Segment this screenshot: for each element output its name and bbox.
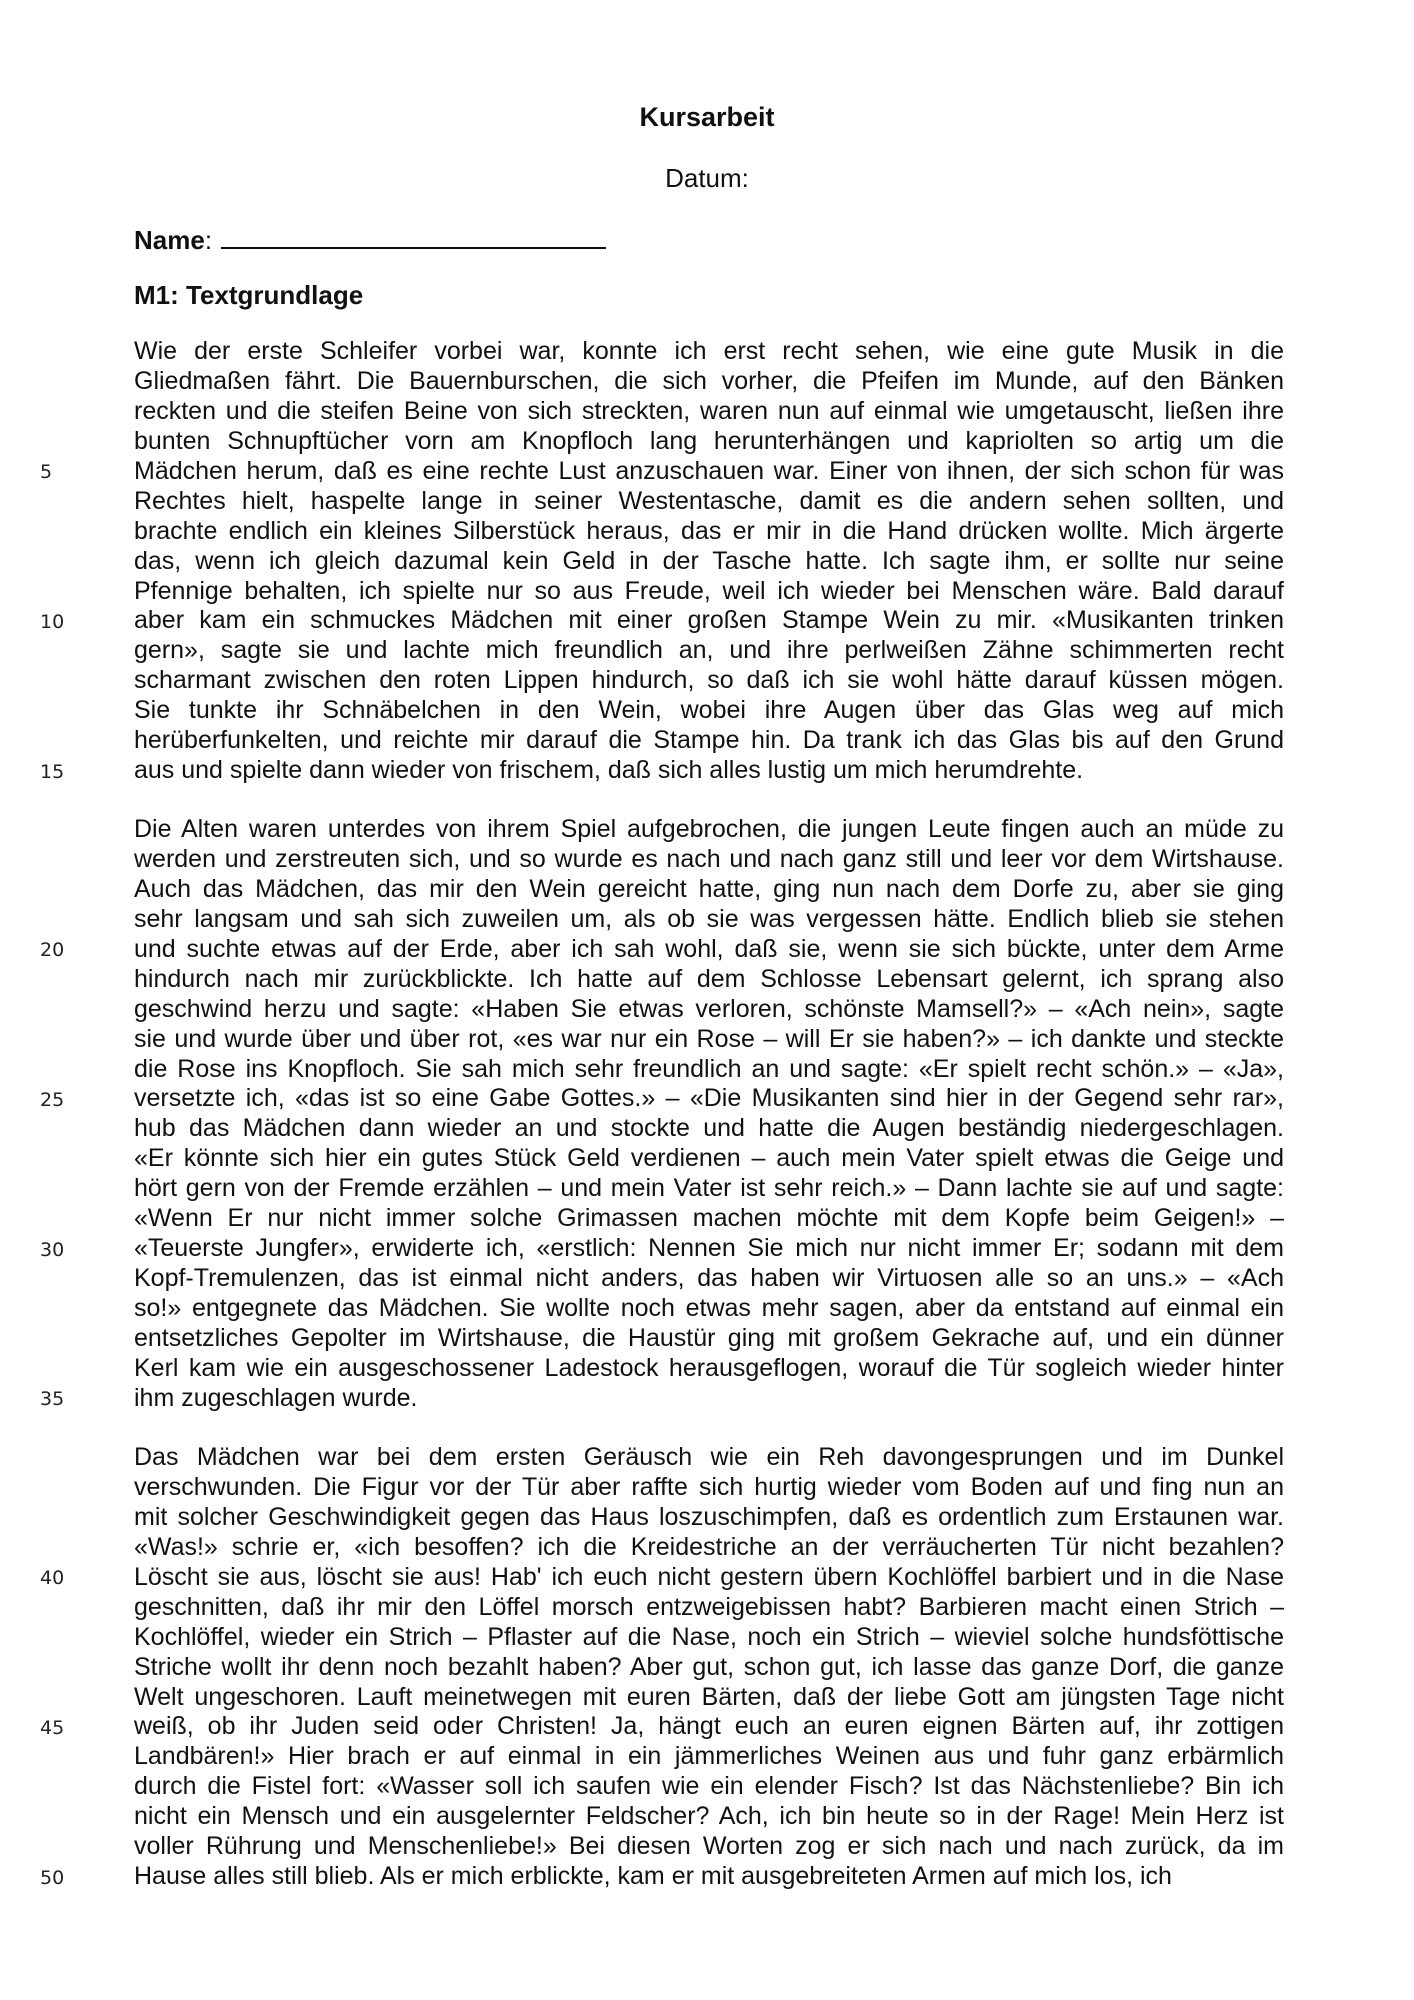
- text-line: die Rose ins Knopfloch. Sie sah mich sehr freundlich an und sagte: «Er spielt recht schön.» – «Ja»,: [134, 1054, 1284, 1083]
- text-line: hub das Mädchen dann wieder an und stockte und hatte die Augen beständig niedergeschlagen.: [134, 1114, 1284, 1143]
- line-number: 25: [40, 1089, 65, 1111]
- text-line: Hause alles still blieb. Als er mich erblickte, kam er mit ausgebreiteten Armen auf mich los, ich: [134, 1862, 1172, 1891]
- text-line: aus und spielte dann wieder von frischem, daß sich alles lustig um mich herumdrehte.: [134, 756, 1084, 785]
- text-line: Löscht sie aus, löscht sie aus! Hab' ich euch nicht gestern übern Kochlöffel barbiert und in die Nase: [134, 1562, 1284, 1591]
- text-line: hört gern von der Fremde erzählen – und mein Vater ist sehr reich.» – Dann lachte sie auf und sagte:: [134, 1174, 1284, 1203]
- line-number: 40: [40, 1567, 65, 1589]
- text-line: aber kam ein schmuckes Mädchen mit einer großen Stampe Wein zu mir. «Musikanten trinken: [134, 606, 1284, 635]
- text-line: bunten Schnupftücher vorn am Knopfloch lang herunterhängen und kapriolten so artig um die: [134, 426, 1284, 455]
- line-number: 50: [40, 1867, 65, 1889]
- text-line: reckten und die steifen Beine von sich streckten, waren nun auf einmal wie umgetauscht, ließen ihre: [134, 396, 1284, 425]
- text-line: das, wenn ich gleich dazumal kein Geld in der Tasche hatte. Ich sagte ihm, er sollte nur seine: [134, 546, 1284, 575]
- text-line: nicht ein Mensch und ein ausgelernter Feldscher? Ach, ich bin heute so in der Rage! Mein Herz ist: [134, 1802, 1284, 1831]
- text-line: so!» entgegnete das Mädchen. Sie wollte noch etwas mehr sagen, aber da entstand auf einmal ein: [134, 1294, 1284, 1322]
- text-line: Striche wollt ihr denn noch bezahlt haben? Aber gut, schon gut, ich lasse das ganze Dorf, die ganze: [134, 1652, 1284, 1681]
- text-line: «Wenn Er nur nicht immer solche Grimassen machen möchte mit dem Kopfe beim Geigen!» –: [134, 1204, 1284, 1233]
- text-line: voller Rührung und Menschenliebe!» Bei diesen Worten zog er sich nach und nach zurück, da im: [134, 1832, 1284, 1861]
- text-line: hindurch nach mir zurückblickte. Ich hatte auf dem Schlosse Lebensart gelernt, ich sprang also: [134, 964, 1284, 993]
- text-line: Wie der erste Schleifer vorbei war, konnte ich erst recht sehen, wie eine gute Musik in die: [134, 337, 1284, 365]
- line-number: 20: [40, 939, 65, 961]
- text-line: geschwind herzu und sagte: «Haben Sie etwas verloren, schönste Mamsell?» – «Ach nein», sagte: [134, 994, 1284, 1023]
- text-line: «Er könnte sich hier ein gutes Stück Geld verdienen – auch mein Vater spielt etwas die Geige und: [134, 1144, 1284, 1173]
- line-number: 30: [40, 1239, 65, 1261]
- text-line: Gliedmaßen fährt. Die Bauernburschen, die sich vorher, die Pfeifen im Munde, auf den Bänken: [134, 366, 1284, 395]
- text-line: Kerl kam wie ein ausgeschossener Ladestock herausgeflogen, worauf die Tür sogleich wieder hinter: [134, 1353, 1284, 1382]
- text-line: weiß, ob ihr Juden seid oder Christen! Ja, hängt euch an euren eignen Bärten auf, ihr zottigen: [134, 1712, 1284, 1741]
- text-line: Die Alten waren unterdes von ihrem Spiel aufgebrochen, die jungen Leute fingen auch an müde zu: [134, 815, 1284, 843]
- text-line: «Was!» schrie er, «ich besoffen? ich die Kreidestriche an der verräucherten Tür nicht bezahlen?: [134, 1532, 1284, 1561]
- text-line: und suchte etwas auf der Erde, aber ich sah wohl, daß sie, wenn sie sich bückte, unter dem Arme: [134, 934, 1284, 963]
- document-title: Kursarbeit: [639, 102, 775, 132]
- text-line: verschwunden. Die Figur vor der Tür aber raffte sich hurtig wieder vom Boden auf und fing nun an: [134, 1472, 1284, 1501]
- text-line: Mädchen herum, daß es eine rechte Lust anzuschauen war. Einer von ihnen, der sich schon für was: [134, 456, 1284, 485]
- section-heading: M1: Textgrundlage: [134, 280, 364, 310]
- text-line: sehr langsam und sah sich zuweilen um, als ob sie was vergessen hätte. Endlich blieb sie stehen: [134, 904, 1284, 933]
- text-paragraph-3: [134, 1443, 1284, 1892]
- text-line: Das Mädchen war bei dem ersten Geräusch wie ein Reh davongesprungen und im Dunkel: [134, 1443, 1284, 1471]
- text-line: mit solcher Geschwindigkeit gegen das Haus loszuschimpfen, daß es ordentlich zum Erstaunen war.: [134, 1502, 1284, 1531]
- text-paragraph-2: [134, 815, 1284, 1414]
- text-line: Sie tunkte ihr Schnäbelchen in den Wein, wobei ihre Augen über das Glas weg auf mich: [134, 696, 1284, 725]
- text-line: Welt ungeschoren. Lauft meinetwegen mit euren Bärten, daß der liebe Gott am jüngsten Tage nicht: [134, 1682, 1284, 1711]
- text-paragraph-1: [134, 337, 1284, 786]
- text-line: sie und wurde über und über rot, «es war nur ein Rose – will Er sie haben?» – ich dankte und steckte: [134, 1024, 1284, 1053]
- line-number: 5: [40, 461, 53, 483]
- text-line: entsetzliches Gepolter im Wirtshause, die Haustür ging mit großem Gekrache auf, und ein dünner: [134, 1323, 1284, 1352]
- text-line: scharmant zwischen den roten Lippen hindurch, so daß ich sie wohl hätte darauf küssen mögen.: [134, 666, 1284, 695]
- name-label: Name: [134, 225, 205, 255]
- text-line: Pfennige behalten, ich spielte nur so aus Freude, weil ich wieder bei Menschen wäre. Bald darauf: [134, 576, 1284, 605]
- name-blank-line: [221, 221, 606, 249]
- line-number: 45: [40, 1717, 65, 1739]
- text-line: ihm zugeschlagen wurde.: [134, 1383, 418, 1412]
- text-line: geschnitten, daß ihr mir den Löffel morsch entzweigebissen habt? Barbieren macht einen Strich –: [134, 1592, 1284, 1621]
- name-field: [134, 221, 606, 256]
- text-line: Rechtes hielt, haspelte lange in seiner Westentasche, damit es die andern sehen sollten, und: [134, 486, 1284, 515]
- text-line: Kochlöffel, wieder ein Strich – Pflaster auf die Nase, noch ein Strich – wieviel solche hundsföttische: [134, 1622, 1284, 1651]
- name-colon: :: [204, 225, 213, 255]
- text-line: gern», sagte sie und lachte mich freundlich an, und ihre perlweißen Zähne schimmerten recht: [134, 636, 1284, 665]
- text-line: Landbären!» Hier brach er auf einmal in ein jämmerliches Weinen aus und fuhr ganz erbärmlich: [134, 1742, 1284, 1771]
- date-label: Datum:: [665, 163, 749, 193]
- line-number: 35: [40, 1388, 65, 1410]
- text-line: Auch das Mädchen, das mir den Wein gereicht hatte, ging nun nach dem Dorfe zu, aber sie ging: [134, 874, 1284, 903]
- text-line: durch die Fistel fort: «Wasser soll ich saufen wie ein elender Fisch? Ist das Nächstenliebe? Bin ich: [134, 1772, 1284, 1801]
- line-number: 10: [40, 611, 65, 633]
- text-line: herüberfunkelten, und reichte mir darauf die Stampe hin. Da trank ich das Glas bis auf den Grund: [134, 726, 1284, 755]
- text-line: werden und zerstreuten sich, und so wurde es nach und nach ganz still und leer vor dem Wirtshause.: [134, 844, 1284, 873]
- line-number: 15: [40, 761, 65, 783]
- text-line: Kopf-Tremulenzen, das ist einmal nicht anders, das haben wir Virtuosen alle so an uns.» – «Ach: [134, 1264, 1284, 1293]
- text-line: brachte endlich ein kleines Silberstück heraus, das er mir in die Hand drücken wollte. Mich ärgerte: [134, 516, 1284, 545]
- text-line: versetzte ich, «das ist so eine Gabe Gottes.» – «Die Musikanten sind hier in der Gegend sehr rar»,: [134, 1084, 1284, 1113]
- text-line: «Teuerste Jungfer», erwiderte ich, «erstlich: Nennen Sie mich nur nicht immer Er; sodann mit dem: [134, 1234, 1284, 1263]
